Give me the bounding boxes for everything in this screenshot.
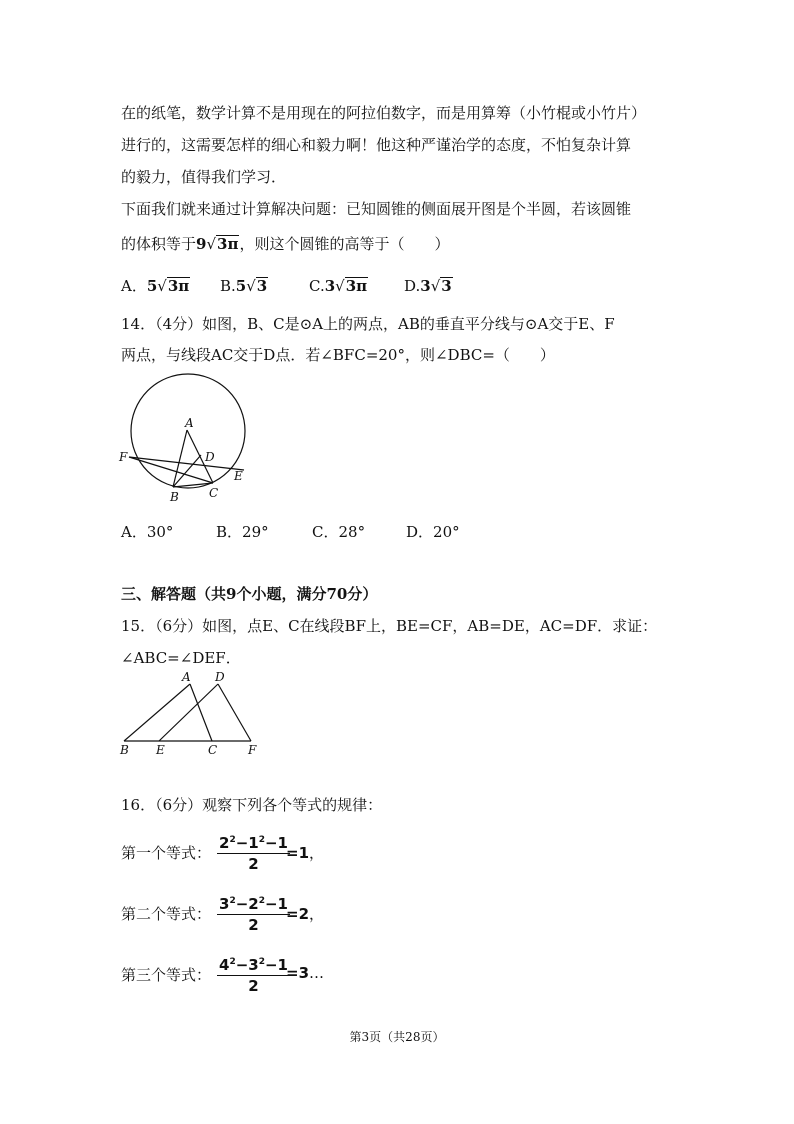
radical-sign-icon: √ bbox=[246, 277, 256, 295]
base-a: 4 bbox=[219, 956, 230, 974]
exponent: 2 bbox=[258, 835, 265, 845]
q16-eq1-result bbox=[286, 842, 324, 863]
tail: … bbox=[309, 964, 325, 982]
option-letter: C. bbox=[309, 277, 325, 295]
exponent: 2 bbox=[229, 957, 236, 967]
volume-radicand: 3π bbox=[217, 235, 239, 253]
base-b: 3 bbox=[248, 956, 259, 974]
segment-df bbox=[218, 684, 251, 741]
label-f: F bbox=[119, 450, 128, 464]
intro-line-5 bbox=[121, 234, 449, 254]
exponent: 2 bbox=[229, 835, 236, 845]
option-letter: D. bbox=[404, 277, 421, 295]
minus-one: −1 bbox=[264, 895, 288, 913]
q16-line-1: 16．（6分）观察下列各个等式的规律： bbox=[121, 796, 383, 814]
q14-option-d[interactable]: D．20° bbox=[406, 523, 460, 541]
q14-option-a[interactable]: A．30° bbox=[121, 523, 174, 541]
q16-eq3-fraction bbox=[217, 953, 290, 996]
intro-line-4: 下面我们就来通过计算解决问题：已知圆锥的侧面展开图是个半圆，若该圆锥 bbox=[121, 200, 632, 218]
label-d: D bbox=[215, 670, 225, 684]
base-b: 1 bbox=[248, 834, 259, 852]
option-letter: B. bbox=[220, 277, 236, 295]
q14-option-b[interactable]: B．29° bbox=[216, 523, 269, 541]
result: =1 bbox=[286, 844, 310, 862]
minus-one: −1 bbox=[264, 956, 288, 974]
intro-line-2: 进行的，这需要怎样的细心和毅力啊！他这种严谨治学的态度，不怕复杂计算 bbox=[121, 136, 632, 154]
q14-circle-figure bbox=[110, 372, 260, 512]
fraction-numerator: $3^2-2^2-1$ bbox=[217, 892, 290, 915]
result: =3 bbox=[286, 964, 310, 982]
option-radicand: 3π bbox=[167, 277, 190, 295]
option-radicand: 3 bbox=[441, 277, 452, 295]
option-coef: 3 bbox=[420, 277, 431, 295]
segment-ab bbox=[124, 684, 190, 741]
exponent: 2 bbox=[229, 896, 236, 906]
q15-triangle-figure bbox=[112, 668, 272, 758]
radical-sign-icon: √ bbox=[430, 277, 441, 295]
label-e: E bbox=[156, 743, 165, 757]
option-radicand: 3 bbox=[256, 277, 268, 295]
q16-eq2-fraction bbox=[217, 892, 290, 935]
page-footer: 第3页（共28页） bbox=[349, 1030, 445, 1044]
label-a: A bbox=[185, 416, 194, 430]
q14-option-c[interactable]: C．28° bbox=[312, 523, 366, 541]
q13-option-d[interactable] bbox=[404, 276, 453, 296]
label-a: A bbox=[182, 670, 191, 684]
q13-options bbox=[121, 276, 721, 298]
label-f: F bbox=[248, 743, 257, 757]
option-coef: 5 bbox=[235, 277, 247, 295]
result: =2 bbox=[286, 905, 310, 923]
fraction-denominator: 2 bbox=[248, 916, 259, 934]
q14-options bbox=[121, 522, 721, 544]
volume-suffix: ，则这个圆锥的高等于（ ） bbox=[239, 235, 450, 253]
q14-line-1: 14．（4分）如图，B、C是⊙A上的两点，AB的垂直平分线与⊙A交于E、F bbox=[121, 315, 615, 333]
exponent: 2 bbox=[258, 957, 265, 967]
label-c: C bbox=[208, 743, 218, 757]
label-c: C bbox=[209, 486, 219, 500]
q13-option-a[interactable] bbox=[121, 276, 190, 296]
base-a: 3 bbox=[219, 895, 230, 913]
q16-eq1-label: 第一个等式： bbox=[121, 844, 212, 862]
q16-eq2-result bbox=[286, 903, 324, 924]
q16-eq3-label: 第三个等式： bbox=[121, 966, 212, 984]
q15-line-2: ∠ABC=∠DEF． bbox=[121, 649, 241, 667]
q16-eq1-fraction bbox=[217, 831, 290, 874]
volume-coef: 9 bbox=[196, 235, 207, 253]
intro-line-1: 在的纸笔，数学计算不是用现在的阿拉伯数字，而是用算筹（小竹棍或小竹片） bbox=[121, 104, 647, 122]
fraction-numerator: $4^2-3^2-1$ bbox=[217, 953, 290, 976]
q16-eq3-result bbox=[286, 964, 324, 982]
radical-sign-icon: √ bbox=[335, 277, 345, 295]
base-a: 2 bbox=[219, 834, 230, 852]
radical-sign-icon: √ bbox=[206, 235, 217, 253]
label-b: B bbox=[170, 490, 179, 504]
label-d: D bbox=[205, 450, 215, 464]
volume-prefix: 的体积等于 bbox=[121, 235, 197, 253]
section-3-title: 三、解答题（共9个小题，满分70分） bbox=[121, 585, 378, 603]
fraction-denominator: 2 bbox=[248, 977, 259, 995]
q13-option-b[interactable] bbox=[220, 276, 268, 296]
exponent: 2 bbox=[258, 896, 265, 906]
segment-fe bbox=[129, 457, 244, 470]
option-coef: 3 bbox=[324, 277, 336, 295]
label-b: B bbox=[120, 743, 129, 757]
option-coef: 5 bbox=[146, 277, 158, 295]
fraction-numerator: $2^2-1^2-1$ bbox=[217, 831, 290, 854]
fraction-denominator: 2 bbox=[248, 855, 259, 873]
option-radicand: 3π bbox=[345, 277, 368, 295]
base-b: 2 bbox=[248, 895, 259, 913]
intro-line-3: 的毅力，值得我们学习． bbox=[121, 168, 287, 186]
segment-fc bbox=[129, 457, 213, 483]
tail: ， bbox=[309, 905, 325, 923]
q13-option-c[interactable] bbox=[309, 276, 368, 296]
radical-sign-icon: √ bbox=[157, 277, 167, 295]
tail: ， bbox=[309, 844, 325, 862]
q14-line-2: 两点，与线段AC交于D点．若∠BFC=20°，则∠DBC=（ ） bbox=[121, 346, 555, 364]
label-e: E bbox=[234, 469, 243, 483]
q16-eq2-label: 第二个等式： bbox=[121, 905, 212, 923]
q15-line-1: 15．（6分）如图，点E、C在线段BF上，BE=CF，AB=DE，AC=DF．求证： bbox=[121, 617, 658, 635]
minus-one: −1 bbox=[264, 834, 288, 852]
option-letter: A． bbox=[121, 277, 147, 295]
